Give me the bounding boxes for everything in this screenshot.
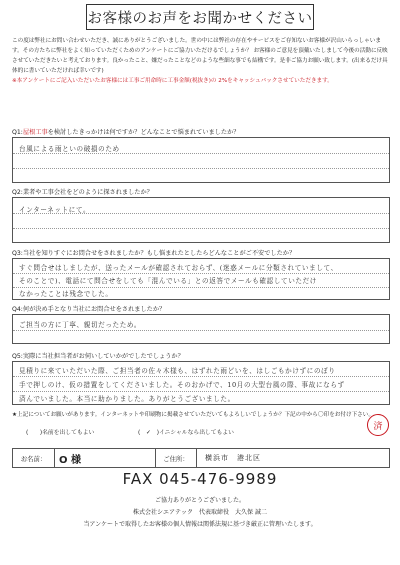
question-1: [12, 127, 239, 136]
question-2-text: 業者や工事会社をどのように探されましたか？: [22, 189, 153, 196]
name-address-row: [12, 448, 390, 468]
question-1-text: を検討したきっかけは何ですか？どんなことで悩まれていましたか？: [47, 129, 240, 136]
question-1-number: Q1:: [12, 129, 23, 136]
question-3-text: 当社を知りすぐにお問合せをされましたか？もし悩まれたとしたらどんなことがご不安でしたか？: [22, 250, 296, 257]
question-2: [12, 187, 153, 196]
question-2-number: Q2:: [12, 189, 23, 196]
cashback-note: ※本アンケートにご記入いただいたお客様には工事ご用命時に工事金額(税抜き)の 2%をキャッシュバックさせていただきます。: [12, 78, 333, 84]
question-4-number: Q4:: [12, 306, 23, 313]
answer-1-line-1: 台風による雨といの破損のため: [19, 145, 120, 153]
thanks-text: ご協力ありがとうございました。: [154, 497, 245, 504]
question-4: [12, 304, 165, 313]
fax-number: FAX 045-476-9989: [122, 470, 278, 488]
address-value: 横浜市 港北区: [205, 454, 261, 462]
answer-box-5: [12, 361, 390, 405]
processed-stamp: 済: [367, 414, 389, 436]
question-4-text: 何が決め手となり当社にお問合せをされましたか？: [22, 306, 166, 313]
question-3-number: Q3:: [12, 250, 23, 257]
answer-5-line-3: 済んでいました。本当に助かりました。ありがとうございました。: [19, 395, 235, 403]
answer-5-line-1: 見積りに来ていただいた際、ご担当者の佐々木様も、はずれた雨どいを、はしごもかけずにのぼり: [19, 367, 336, 375]
consent-options: [26, 427, 234, 436]
name-value: O 様: [59, 454, 81, 466]
company-line: 株式会社シエアテック 代表取締役 大久保 誠二: [133, 509, 267, 516]
answer-3-line-1: すぐ問合せはしましたが、送ったメールが確認されておらず、(迷惑メールに分類されていまして、: [19, 264, 338, 272]
consent-note: ★上記についてお願いがあります。インターネットや印刷物に掲載させていただいてもよろしいでしょうか？下記の中から〇印をお付け下さい。: [12, 412, 374, 418]
answer-4-line-1: ご担当の方に丁寧、親切だったため。: [19, 321, 142, 329]
answer-5-line-2: 手で押しのけ、仮の措置をしてくださいました。そのおかげで、10月の大型台風の際、事故にならず: [19, 381, 345, 389]
answer-3-line-3: なかったことは残念でした。: [19, 290, 113, 298]
question-1-highlight: 屋根工事: [22, 129, 48, 136]
question-5-text: 実際に当社担当者がお伺いしていかがでしたでしょうか？: [22, 353, 184, 360]
answer-2-line-1: インターネットにて。: [19, 206, 91, 214]
address-label: ご住所：: [155, 449, 197, 467]
intro-text: この度は弊社にお問い合わせいただき、誠にありがとうございました。世の中には弊社の存在やサービスをご存知ないお客様が沢山いらっしゃいます。その方たちに弊社をよく知っていただくためのアンケートにご協力いただけるでしょうか？ お客様のご意見を頂戴いたしまして今後の活動に反映させていただきたいと考えております。良かったこと、嫌だったことなどのような些細な事でも結構です。是非ご協力お願い致します。(出来るだけ具体的に書いていただければ幸いです): [12, 38, 388, 74]
question-5-number: Q5:: [12, 353, 23, 360]
option-initial-ok[interactable]: ( ✓ )イニシャルなら出してもよい: [137, 430, 234, 436]
answer-box-3: [12, 258, 390, 300]
intro-block: [12, 36, 390, 86]
page-title: [86, 4, 314, 30]
answer-box-4: [12, 314, 390, 344]
answer-box-2: [12, 197, 390, 243]
answer-3-line-2: そのことで)、電話にて問合せをしても「混んでいる」との返答でメールも確認していただけ: [19, 277, 317, 285]
option-name-ok[interactable]: ( )名前を出してもよい: [26, 430, 95, 436]
question-3: [12, 248, 295, 257]
name-label: お名前：: [13, 449, 55, 467]
page-title-text: お客様のお声をお聞かせください: [87, 10, 313, 27]
privacy-note: 当アンケートで取得したお客様の個人情報は関係法規に基づき厳正に管理いたします。: [83, 521, 317, 528]
answer-box-1: [12, 137, 390, 183]
question-5: [12, 351, 184, 360]
